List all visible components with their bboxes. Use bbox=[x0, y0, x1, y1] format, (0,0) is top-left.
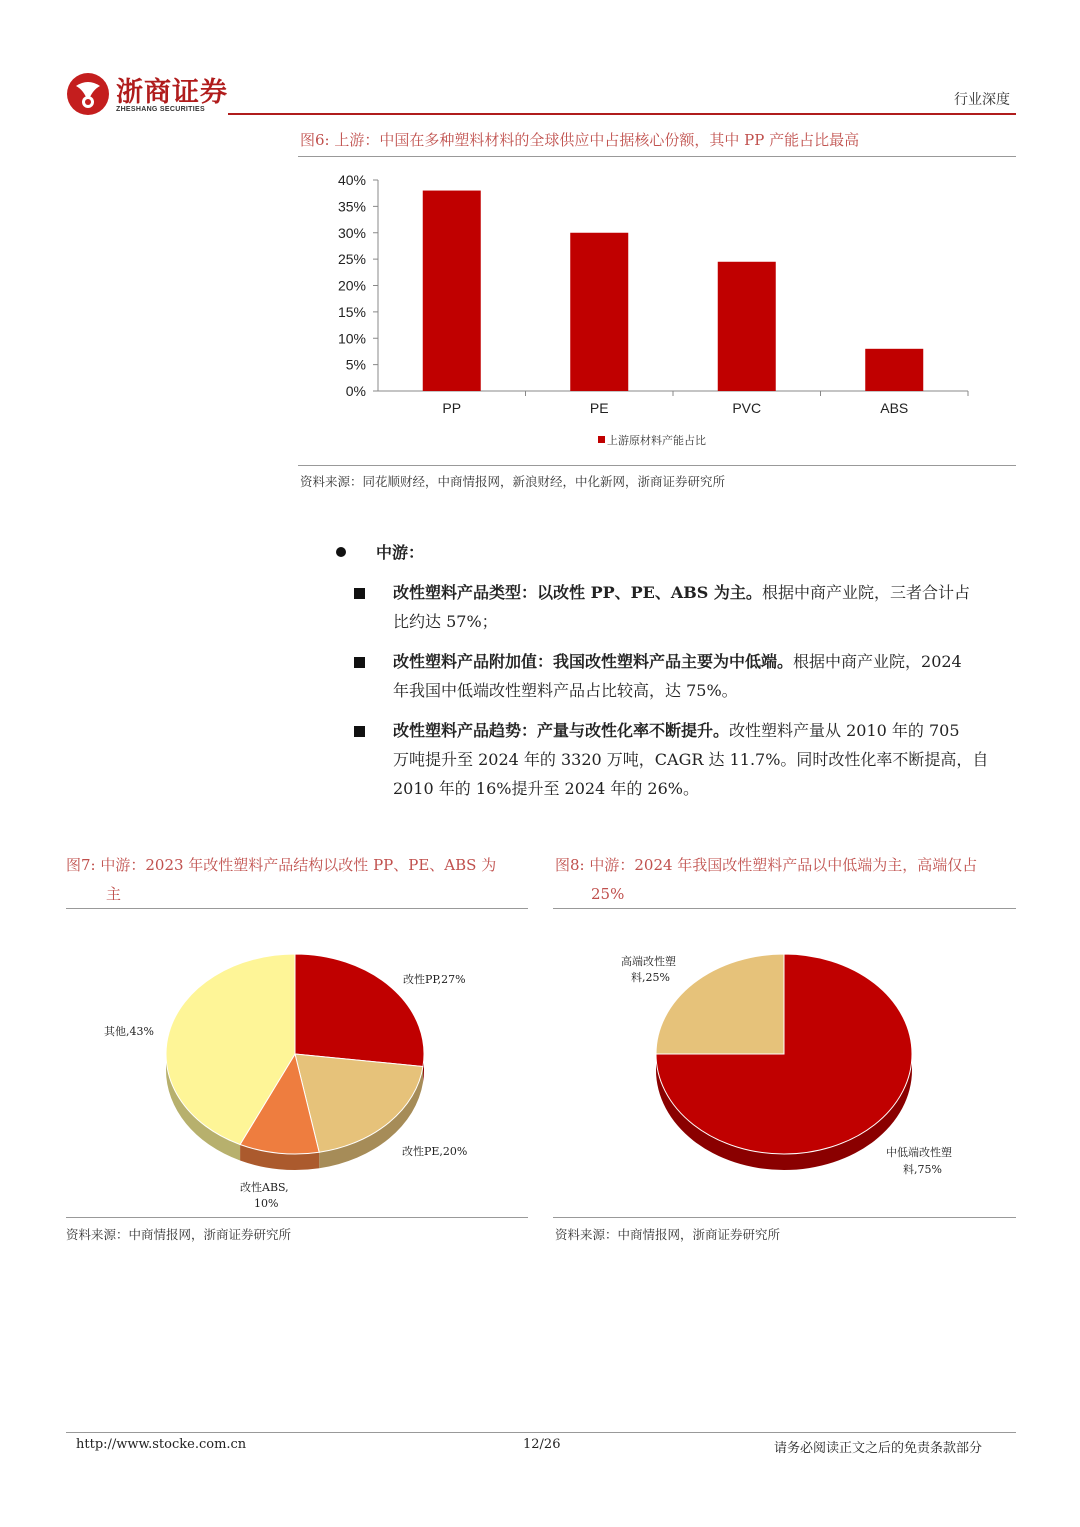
header bbox=[0, 0, 1080, 120]
item-text: 比约达 57%； bbox=[393, 612, 498, 631]
item-lead: 改性塑料产品附加值：我国改性塑料产品主要为中低端。 bbox=[393, 652, 794, 671]
pie-slice bbox=[295, 954, 424, 1067]
figure-7-top-rule bbox=[66, 908, 528, 909]
y-tick-label: 5% bbox=[345, 356, 366, 373]
item-text: 根据中商产业院，三者合计占 bbox=[761, 583, 970, 602]
figure-8-title-line2: 25% bbox=[591, 885, 625, 903]
bar bbox=[423, 191, 481, 391]
pie-slice bbox=[656, 954, 784, 1054]
item-text: 根据中商产业院，2024 bbox=[793, 652, 962, 671]
pie-label-abs-value: 10% bbox=[254, 1197, 279, 1210]
pie-label-high: 高端改性塑 bbox=[621, 955, 676, 968]
pie-label-high-value: 料,25% bbox=[631, 971, 670, 984]
footer-disclaimer: 请务必阅读正文之后的免责条款部分 bbox=[774, 1441, 983, 1456]
figure-8-source: 资料来源：中商情报网，浙商证券研究所 bbox=[555, 1227, 781, 1242]
item-text: 年我国中低端改性塑料产品占比较高，达 75%。 bbox=[393, 681, 738, 700]
figure-6-title: 图6: 上游：中国在多种塑料材料的全球供应中占据核心份额，其中 PP 产能占比最高 bbox=[300, 131, 860, 149]
bullet-dot bbox=[336, 547, 346, 557]
y-tick-label: 40% bbox=[337, 172, 366, 188]
x-tick-label: PVC bbox=[732, 400, 762, 416]
pie-label-low-value: 料,75% bbox=[903, 1163, 942, 1176]
footer-url[interactable]: http://www.stocke.com.cn bbox=[76, 1437, 247, 1452]
logo-text: 浙商证券 bbox=[116, 77, 228, 108]
figure-8-title bbox=[555, 851, 1017, 909]
section-label: 行业深度 bbox=[954, 92, 1010, 108]
logo-subtext: ZHESHANG SECURITIES bbox=[116, 106, 205, 113]
bar bbox=[570, 233, 628, 391]
list-item bbox=[393, 647, 1017, 705]
pie-chart-structure bbox=[66, 912, 528, 1212]
figure-8-bottom-rule bbox=[553, 1217, 1016, 1218]
y-tick-label: 25% bbox=[337, 251, 366, 268]
list-item bbox=[393, 716, 1017, 803]
list-item bbox=[393, 578, 1017, 636]
item-lead: 改性塑料产品趋势：产量与改性化率不断提升。 bbox=[393, 721, 730, 740]
y-tick-label: 0% bbox=[345, 383, 366, 399]
figure-7-title bbox=[66, 851, 528, 909]
page-number: 12/26 bbox=[523, 1437, 561, 1452]
x-tick-label: PP bbox=[442, 400, 462, 416]
figure-8-top-rule bbox=[553, 908, 1016, 909]
figure-6-top-rule bbox=[298, 156, 1016, 157]
square-bullet bbox=[354, 726, 365, 737]
pie-label-pe: 改性PE,20% bbox=[402, 1145, 468, 1158]
bullet-title: 中游： bbox=[376, 543, 425, 562]
figure-7-title-line2: 主 bbox=[106, 885, 122, 903]
y-tick-label: 30% bbox=[337, 224, 366, 241]
bar-chart bbox=[298, 160, 1016, 460]
item-text: 2010 年的 16%提升至 2024 年的 26%。 bbox=[393, 779, 699, 798]
pie-label-abs: 改性ABS, bbox=[240, 1181, 289, 1194]
bar bbox=[718, 262, 776, 391]
pie-label-other: 其他,43% bbox=[104, 1025, 154, 1038]
legend-label: 上游原材料产能占比 bbox=[607, 435, 706, 447]
item-text: 改性塑料产量从 2010 年的 705 bbox=[729, 721, 960, 740]
pie-chart-grade bbox=[553, 912, 1016, 1212]
y-tick-label: 15% bbox=[337, 303, 366, 320]
logo-icon bbox=[66, 72, 110, 116]
square-bullet bbox=[354, 657, 365, 668]
y-tick-label: 10% bbox=[337, 330, 366, 347]
bar bbox=[865, 349, 923, 391]
figure-7-title-line1: 图7: 中游：2023 年改性塑料产品结构以改性 PP、PE、ABS 为 bbox=[66, 856, 497, 874]
legend-swatch bbox=[598, 436, 605, 443]
figure-6-source: 资料来源：同花顺财经，中商情报网，新浪财经，中化新网，浙商证券研究所 bbox=[300, 474, 726, 489]
pie-label-pp: 改性PP,27% bbox=[403, 973, 466, 986]
x-tick-label: ABS bbox=[880, 400, 909, 416]
x-tick-label: PE bbox=[589, 400, 609, 416]
footer-divider bbox=[66, 1432, 1016, 1433]
header-divider bbox=[228, 113, 1016, 115]
figure-7-source: 资料来源：中商情报网，浙商证券研究所 bbox=[66, 1227, 292, 1242]
figure-6-bottom-rule bbox=[298, 465, 1016, 466]
figure-7-bottom-rule bbox=[66, 1217, 528, 1218]
pie-label-low: 中低端改性塑 bbox=[886, 1146, 952, 1159]
y-tick-label: 35% bbox=[337, 198, 366, 215]
y-tick-label: 20% bbox=[337, 277, 366, 294]
square-bullet bbox=[354, 588, 365, 599]
figure-8-title-line1: 图8: 中游：2024 年我国改性塑料产品以中低端为主，高端仅占 bbox=[555, 856, 978, 874]
item-lead: 改性塑料产品类型：以改性 PP、PE、ABS 为主。 bbox=[393, 583, 762, 602]
item-text: 万吨提升至 2024 年的 3320 万吨，CAGR 达 11.7%。同时改性化率不断提高，自 bbox=[393, 750, 989, 769]
